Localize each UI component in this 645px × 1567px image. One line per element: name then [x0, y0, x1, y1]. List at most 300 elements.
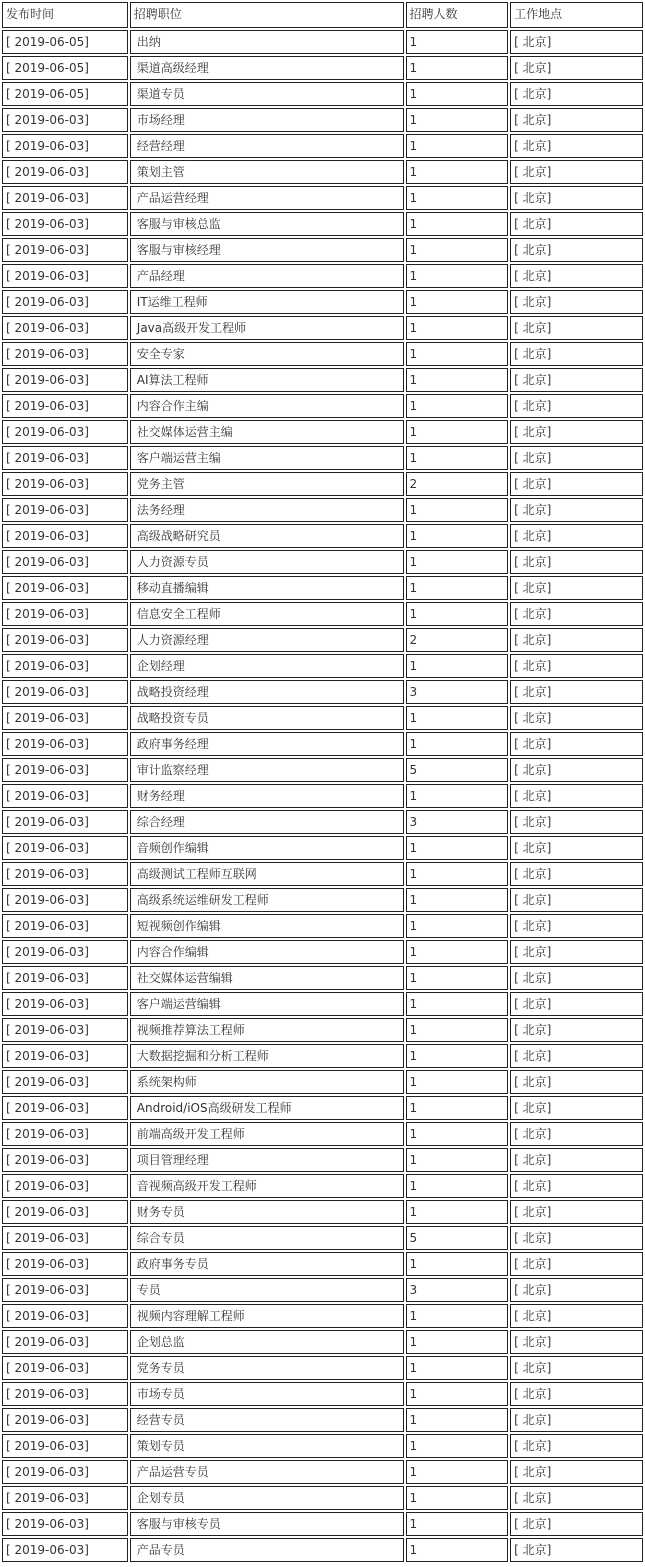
cell-location: [ 北京]: [510, 1070, 643, 1094]
cell-headcount: 1: [406, 576, 509, 600]
table-row: [2, 1122, 643, 1146]
cell-position: 产品运营专员: [130, 1460, 404, 1484]
table-row: [2, 1538, 643, 1562]
cell-publish-date: [ 2019-06-03]: [2, 1512, 128, 1536]
cell-position: 系统架构师: [130, 1070, 404, 1094]
cell-publish-date: [ 2019-06-03]: [2, 524, 128, 548]
cell-headcount: 1: [406, 56, 509, 80]
cell-position: 高级战略研究员: [130, 524, 404, 548]
cell-position: 音视频高级开发工程师: [130, 1174, 404, 1198]
cell-location: [ 北京]: [510, 56, 643, 80]
cell-position: 人力资源经理: [130, 628, 404, 652]
table-row: [2, 862, 643, 886]
cell-publish-date: [ 2019-06-03]: [2, 394, 128, 418]
table-row: [2, 992, 643, 1016]
cell-headcount: 2: [406, 472, 509, 496]
cell-publish-date: [ 2019-06-03]: [2, 420, 128, 444]
cell-headcount: 1: [406, 498, 509, 522]
cell-position: 企划专员: [130, 1486, 404, 1510]
cell-position: 社交媒体运营编辑: [130, 966, 404, 990]
cell-location: [ 北京]: [510, 316, 643, 340]
cell-publish-date: [ 2019-06-03]: [2, 368, 128, 392]
cell-publish-date: [ 2019-06-03]: [2, 1044, 128, 1068]
cell-publish-date: [ 2019-06-03]: [2, 784, 128, 808]
cell-headcount: 1: [406, 1174, 509, 1198]
table-row: [2, 1356, 643, 1380]
cell-publish-date: [ 2019-06-03]: [2, 1200, 128, 1224]
cell-position: 短视频创作编辑: [130, 914, 404, 938]
cell-publish-date: [ 2019-06-05]: [2, 82, 128, 106]
table-row: [2, 888, 643, 912]
cell-position: AI算法工程师: [130, 368, 404, 392]
table-row: [2, 56, 643, 80]
cell-location: [ 北京]: [510, 1174, 643, 1198]
cell-position: 音频创作编辑: [130, 836, 404, 860]
cell-location: [ 北京]: [510, 82, 643, 106]
cell-position: 综合经理: [130, 810, 404, 834]
cell-headcount: 1: [406, 654, 509, 678]
table-row: [2, 836, 643, 860]
cell-headcount: 1: [406, 30, 509, 54]
cell-headcount: 1: [406, 1044, 509, 1068]
cell-location: [ 北京]: [510, 446, 643, 470]
table-row: [2, 1460, 643, 1484]
cell-headcount: 1: [406, 186, 509, 210]
cell-headcount: 1: [406, 1330, 509, 1354]
table-row: [2, 134, 643, 158]
cell-position: 策划主管: [130, 160, 404, 184]
cell-position: 客服与审核总监: [130, 212, 404, 236]
table-row: [2, 1304, 643, 1328]
cell-location: [ 北京]: [510, 30, 643, 54]
cell-position: 市场专员: [130, 1382, 404, 1406]
cell-location: [ 北京]: [510, 420, 643, 444]
cell-headcount: 1: [406, 1018, 509, 1042]
cell-position: 政府事务经理: [130, 732, 404, 756]
cell-position: 财务经理: [130, 784, 404, 808]
cell-location: [ 北京]: [510, 654, 643, 678]
table-row: [2, 472, 643, 496]
cell-publish-date: [ 2019-06-03]: [2, 1018, 128, 1042]
table-body: [2, 30, 643, 1562]
cell-headcount: 1: [406, 914, 509, 938]
cell-publish-date: [ 2019-06-03]: [2, 160, 128, 184]
cell-publish-date: [ 2019-06-03]: [2, 1356, 128, 1380]
cell-location: [ 北京]: [510, 550, 643, 574]
cell-publish-date: [ 2019-06-03]: [2, 186, 128, 210]
cell-position: 产品运营经理: [130, 186, 404, 210]
cell-position: 移动直播编辑: [130, 576, 404, 600]
table-row: [2, 732, 643, 756]
cell-headcount: 1: [406, 524, 509, 548]
cell-location: [ 北京]: [510, 992, 643, 1016]
table-row: [2, 1512, 643, 1536]
table-row: [2, 1226, 643, 1250]
cell-publish-date: [ 2019-06-03]: [2, 1434, 128, 1458]
cell-publish-date: [ 2019-06-03]: [2, 290, 128, 314]
cell-position: 项目管理经理: [130, 1148, 404, 1172]
table-row: [2, 1070, 643, 1094]
cell-publish-date: [ 2019-06-03]: [2, 654, 128, 678]
cell-headcount: 1: [406, 368, 509, 392]
cell-position: 党务专员: [130, 1356, 404, 1380]
table-row: [2, 394, 643, 418]
cell-location: [ 北京]: [510, 1044, 643, 1068]
table-row: [2, 1148, 643, 1172]
cell-publish-date: [ 2019-06-03]: [2, 992, 128, 1016]
cell-publish-date: [ 2019-06-03]: [2, 836, 128, 860]
cell-publish-date: [ 2019-06-03]: [2, 706, 128, 730]
cell-location: [ 北京]: [510, 290, 643, 314]
cell-publish-date: [ 2019-06-03]: [2, 1486, 128, 1510]
table-row: [2, 576, 643, 600]
cell-publish-date: [ 2019-06-03]: [2, 342, 128, 366]
cell-position: 经营专员: [130, 1408, 404, 1432]
table-row: [2, 550, 643, 574]
cell-location: [ 北京]: [510, 576, 643, 600]
cell-position: 视频内容理解工程师: [130, 1304, 404, 1328]
cell-position: 企划总监: [130, 1330, 404, 1354]
table-row: [2, 940, 643, 964]
cell-location: [ 北京]: [510, 160, 643, 184]
cell-headcount: 1: [406, 1122, 509, 1146]
cell-headcount: 1: [406, 1096, 509, 1120]
cell-publish-date: [ 2019-06-03]: [2, 680, 128, 704]
cell-headcount: 1: [406, 1200, 509, 1224]
cell-position: 审计监察经理: [130, 758, 404, 782]
cell-headcount: 1: [406, 1486, 509, 1510]
cell-headcount: 1: [406, 888, 509, 912]
cell-location: [ 北京]: [510, 732, 643, 756]
cell-headcount: 5: [406, 1226, 509, 1250]
table-header-row: [2, 2, 643, 28]
cell-location: [ 北京]: [510, 1096, 643, 1120]
cell-position: 政府事务专员: [130, 1252, 404, 1276]
cell-location: [ 北京]: [510, 1434, 643, 1458]
cell-position: 战略投资经理: [130, 680, 404, 704]
cell-location: [ 北京]: [510, 1486, 643, 1510]
cell-publish-date: [ 2019-06-03]: [2, 602, 128, 626]
cell-headcount: 1: [406, 264, 509, 288]
cell-location: [ 北京]: [510, 1226, 643, 1250]
cell-position: IT运维工程师: [130, 290, 404, 314]
cell-headcount: 1: [406, 238, 509, 262]
cell-headcount: 1: [406, 992, 509, 1016]
table-row: [2, 966, 643, 990]
cell-publish-date: [ 2019-06-05]: [2, 30, 128, 54]
cell-position: 客服与审核经理: [130, 238, 404, 262]
cell-publish-date: [ 2019-06-03]: [2, 1252, 128, 1276]
header-publish-date: 发布时间: [2, 2, 128, 28]
cell-headcount: 5: [406, 758, 509, 782]
cell-publish-date: [ 2019-06-03]: [2, 1460, 128, 1484]
cell-headcount: 1: [406, 1304, 509, 1328]
cell-position: 高级系统运维研发工程师: [130, 888, 404, 912]
table-row: [2, 602, 643, 626]
cell-location: [ 北京]: [510, 1356, 643, 1380]
cell-position: 内容合作主编: [130, 394, 404, 418]
cell-position: 客户端运营编辑: [130, 992, 404, 1016]
cell-headcount: 1: [406, 1460, 509, 1484]
cell-headcount: 1: [406, 1408, 509, 1432]
table-row: [2, 706, 643, 730]
cell-location: [ 北京]: [510, 1460, 643, 1484]
cell-publish-date: [ 2019-06-03]: [2, 862, 128, 886]
cell-publish-date: [ 2019-06-03]: [2, 628, 128, 652]
table-row: [2, 1486, 643, 1510]
cell-position: 专员: [130, 1278, 404, 1302]
cell-headcount: 1: [406, 940, 509, 964]
cell-headcount: 1: [406, 1148, 509, 1172]
table-row: [2, 1330, 643, 1354]
cell-headcount: 1: [406, 290, 509, 314]
cell-position: 渠道专员: [130, 82, 404, 106]
cell-headcount: 1: [406, 1356, 509, 1380]
cell-location: [ 北京]: [510, 1538, 643, 1562]
cell-headcount: 1: [406, 420, 509, 444]
table-row: [2, 342, 643, 366]
cell-location: [ 北京]: [510, 1382, 643, 1406]
cell-location: [ 北京]: [510, 368, 643, 392]
cell-publish-date: [ 2019-06-03]: [2, 212, 128, 236]
table-row: [2, 628, 643, 652]
cell-location: [ 北京]: [510, 186, 643, 210]
cell-location: [ 北京]: [510, 628, 643, 652]
cell-position: 党务主管: [130, 472, 404, 496]
cell-headcount: 1: [406, 342, 509, 366]
table-row: [2, 914, 643, 938]
cell-publish-date: [ 2019-06-03]: [2, 1304, 128, 1328]
cell-publish-date: [ 2019-06-03]: [2, 550, 128, 574]
table-row: [2, 1408, 643, 1432]
cell-position: 出纳: [130, 30, 404, 54]
cell-publish-date: [ 2019-06-03]: [2, 1278, 128, 1302]
cell-position: 市场经理: [130, 108, 404, 132]
cell-headcount: 1: [406, 316, 509, 340]
cell-position: 前端高级开发工程师: [130, 1122, 404, 1146]
table-row: [2, 1200, 643, 1224]
cell-position: 法务经理: [130, 498, 404, 522]
cell-publish-date: [ 2019-06-03]: [2, 1174, 128, 1198]
cell-publish-date: [ 2019-06-03]: [2, 108, 128, 132]
table-row: [2, 290, 643, 314]
cell-publish-date: [ 2019-06-03]: [2, 758, 128, 782]
cell-headcount: 1: [406, 1070, 509, 1094]
cell-headcount: 3: [406, 810, 509, 834]
cell-publish-date: [ 2019-06-03]: [2, 238, 128, 262]
cell-location: [ 北京]: [510, 1278, 643, 1302]
cell-publish-date: [ 2019-06-03]: [2, 914, 128, 938]
cell-publish-date: [ 2019-06-03]: [2, 134, 128, 158]
cell-publish-date: [ 2019-06-03]: [2, 1122, 128, 1146]
table-row: [2, 1252, 643, 1276]
table-row: [2, 108, 643, 132]
cell-position: 产品专员: [130, 1538, 404, 1562]
cell-publish-date: [ 2019-06-03]: [2, 1408, 128, 1432]
cell-headcount: 1: [406, 1434, 509, 1458]
cell-headcount: 2: [406, 628, 509, 652]
cell-location: [ 北京]: [510, 134, 643, 158]
cell-publish-date: [ 2019-06-03]: [2, 1226, 128, 1250]
cell-position: 企划经理: [130, 654, 404, 678]
cell-location: [ 北京]: [510, 914, 643, 938]
table-row: [2, 368, 643, 392]
cell-publish-date: [ 2019-06-03]: [2, 966, 128, 990]
table-row: [2, 1174, 643, 1198]
cell-location: [ 北京]: [510, 888, 643, 912]
cell-headcount: 1: [406, 706, 509, 730]
cell-publish-date: [ 2019-06-03]: [2, 810, 128, 834]
cell-location: [ 北京]: [510, 1018, 643, 1042]
table-row: [2, 186, 643, 210]
cell-position: 信息安全工程师: [130, 602, 404, 626]
cell-publish-date: [ 2019-06-05]: [2, 56, 128, 80]
table-row: [2, 420, 643, 444]
cell-location: [ 北京]: [510, 706, 643, 730]
header-position: 招聘职位: [130, 2, 404, 28]
cell-publish-date: [ 2019-06-03]: [2, 498, 128, 522]
cell-location: [ 北京]: [510, 1408, 643, 1432]
cell-location: [ 北京]: [510, 498, 643, 522]
cell-position: 内容合作编辑: [130, 940, 404, 964]
cell-headcount: 1: [406, 1382, 509, 1406]
table-row: [2, 316, 643, 340]
cell-location: [ 北京]: [510, 1200, 643, 1224]
cell-publish-date: [ 2019-06-03]: [2, 264, 128, 288]
cell-position: 客服与审核专员: [130, 1512, 404, 1536]
table-row: [2, 1278, 643, 1302]
table-row: [2, 1044, 643, 1068]
cell-position: Android/iOS高级研发工程师: [130, 1096, 404, 1120]
cell-publish-date: [ 2019-06-03]: [2, 472, 128, 496]
cell-location: [ 北京]: [510, 784, 643, 808]
cell-location: [ 北京]: [510, 1148, 643, 1172]
table-row: [2, 160, 643, 184]
cell-position: 大数据挖掘和分析工程师: [130, 1044, 404, 1068]
header-headcount: 招聘人数: [406, 2, 509, 28]
table-row: [2, 1096, 643, 1120]
table-row: [2, 680, 643, 704]
cell-location: [ 北京]: [510, 238, 643, 262]
cell-headcount: 1: [406, 108, 509, 132]
cell-headcount: 1: [406, 784, 509, 808]
cell-position: 安全专家: [130, 342, 404, 366]
cell-location: [ 北京]: [510, 524, 643, 548]
table-row: [2, 498, 643, 522]
table-row: [2, 446, 643, 470]
cell-location: [ 北京]: [510, 1512, 643, 1536]
cell-headcount: 1: [406, 732, 509, 756]
cell-headcount: 1: [406, 1512, 509, 1536]
cell-position: 策划专员: [130, 1434, 404, 1458]
header-location: 工作地点: [510, 2, 643, 28]
cell-headcount: 1: [406, 1252, 509, 1276]
cell-position: 综合专员: [130, 1226, 404, 1250]
cell-position: 社交媒体运营主编: [130, 420, 404, 444]
table-row: [2, 758, 643, 782]
cell-location: [ 北京]: [510, 342, 643, 366]
cell-location: [ 北京]: [510, 394, 643, 418]
cell-headcount: 1: [406, 212, 509, 236]
cell-headcount: 1: [406, 160, 509, 184]
cell-publish-date: [ 2019-06-03]: [2, 1330, 128, 1354]
cell-publish-date: [ 2019-06-03]: [2, 1096, 128, 1120]
cell-headcount: 1: [406, 134, 509, 158]
cell-location: [ 北京]: [510, 680, 643, 704]
cell-position: 产品经理: [130, 264, 404, 288]
cell-headcount: 1: [406, 966, 509, 990]
cell-headcount: 1: [406, 394, 509, 418]
cell-headcount: 1: [406, 836, 509, 860]
cell-position: 战略投资专员: [130, 706, 404, 730]
cell-position: 渠道高级经理: [130, 56, 404, 80]
cell-publish-date: [ 2019-06-03]: [2, 888, 128, 912]
table-row: [2, 810, 643, 834]
cell-location: [ 北京]: [510, 966, 643, 990]
cell-position: 客户端运营主编: [130, 446, 404, 470]
cell-position: 人力资源专员: [130, 550, 404, 574]
cell-headcount: 1: [406, 862, 509, 886]
table-row: [2, 212, 643, 236]
cell-location: [ 北京]: [510, 108, 643, 132]
cell-location: [ 北京]: [510, 1252, 643, 1276]
cell-headcount: 1: [406, 82, 509, 106]
cell-headcount: 1: [406, 1538, 509, 1562]
cell-location: [ 北京]: [510, 940, 643, 964]
cell-publish-date: [ 2019-06-03]: [2, 1070, 128, 1094]
cell-publish-date: [ 2019-06-03]: [2, 576, 128, 600]
cell-publish-date: [ 2019-06-03]: [2, 1382, 128, 1406]
table-row: [2, 1434, 643, 1458]
cell-position: 高级测试工程师互联网: [130, 862, 404, 886]
table-row: [2, 264, 643, 288]
table-row: [2, 524, 643, 548]
cell-headcount: 1: [406, 446, 509, 470]
table-row: [2, 30, 643, 54]
cell-position: 视频推荐算法工程师: [130, 1018, 404, 1042]
table-row: [2, 82, 643, 106]
cell-location: [ 北京]: [510, 836, 643, 860]
cell-headcount: 1: [406, 602, 509, 626]
cell-location: [ 北京]: [510, 264, 643, 288]
table-row: [2, 1382, 643, 1406]
cell-location: [ 北京]: [510, 862, 643, 886]
cell-publish-date: [ 2019-06-03]: [2, 1148, 128, 1172]
cell-position: 财务专员: [130, 1200, 404, 1224]
table-row: [2, 784, 643, 808]
cell-location: [ 北京]: [510, 810, 643, 834]
cell-location: [ 北京]: [510, 1330, 643, 1354]
cell-position: Java高级开发工程师: [130, 316, 404, 340]
cell-location: [ 北京]: [510, 472, 643, 496]
cell-publish-date: [ 2019-06-03]: [2, 732, 128, 756]
table-row: [2, 654, 643, 678]
cell-location: [ 北京]: [510, 1122, 643, 1146]
cell-location: [ 北京]: [510, 758, 643, 782]
cell-location: [ 北京]: [510, 1304, 643, 1328]
table-row: [2, 238, 643, 262]
cell-publish-date: [ 2019-06-03]: [2, 940, 128, 964]
cell-location: [ 北京]: [510, 212, 643, 236]
cell-location: [ 北京]: [510, 602, 643, 626]
cell-headcount: 3: [406, 1278, 509, 1302]
cell-publish-date: [ 2019-06-03]: [2, 1538, 128, 1562]
cell-publish-date: [ 2019-06-03]: [2, 316, 128, 340]
cell-position: 经营经理: [130, 134, 404, 158]
table-row: [2, 1018, 643, 1042]
cell-publish-date: [ 2019-06-03]: [2, 446, 128, 470]
cell-headcount: 3: [406, 680, 509, 704]
